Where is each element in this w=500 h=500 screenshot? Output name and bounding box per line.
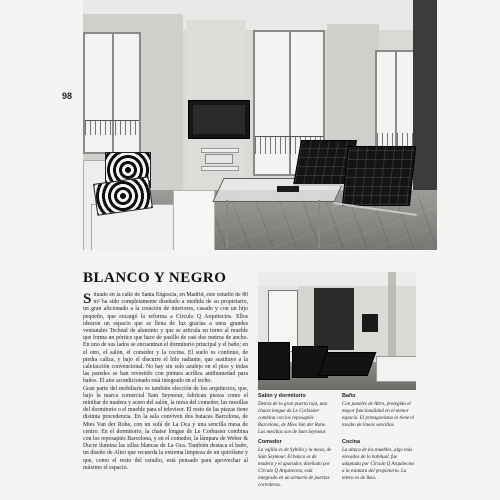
- dark-doorway: [314, 288, 354, 350]
- wall-lamp: [362, 314, 378, 332]
- white-sofa: [376, 356, 416, 382]
- white-sofa: [83, 160, 213, 250]
- barcelona-chair: [258, 342, 290, 380]
- caption-salon: [258, 394, 333, 436]
- article-title: BLANCO Y NEGRO: [83, 270, 227, 286]
- caption-heading: Salón y dormitorio: [258, 393, 306, 399]
- caption-heading: Comedor: [258, 439, 282, 445]
- paragraph: Gran parte del mobiliario es también elección de los arquitectos, que, bajo la marca comercial Sam Seymour, fabrican piezas como el minibar de madera y acero del salón, la mesa del comedor, las mesillas del dormitorio o el mueble para el televisor. El resto de las piezas tiene distinta procedencia. En la sala conviven dos butacas Barcelona, de Mies Van der Rohe, con un sofá de La Oca y una sencilla mesa de centro. En el dormitorio, la chaise longue de Le Corbusier combina con los reposapiés Barcelona, y en el comedor, la lámpara de Weber & Ducre ilumina las sillas blancas de La Oca. También destaca el baño, un diseño de Altro que recuerda la extrema limpieza de un quirófano y que, como el resto del estudio, está pensado para aprovechar al máximo el espacio.: [83, 385, 248, 471]
- living-room-photo: [83, 0, 437, 250]
- window-left: [83, 32, 141, 154]
- article-body: [83, 292, 248, 492]
- caption-bano: [342, 394, 417, 429]
- barcelona-chair-front: [342, 146, 416, 206]
- caption-text: La vajilla es de Sybilla y la mesa, de Sam Seymour. El banco es de madera y el aparador, diseñado por Círculo Q Arquitectos, está integrado en un armario de puertas correderas.: [258, 447, 332, 488]
- caption-heading: Cocina: [342, 439, 360, 445]
- table-book: [277, 186, 299, 192]
- caption-text: Detrás de la gran puerta roja, una chaise longue de Le Corbusier combina con los reposapiés Barcelona, de Mies Van der Rohe. Las mesillas son de Sam Seymour.: [258, 401, 328, 435]
- caption-text: La altura de los muebles, algo más elevados de lo habitual, fue adaptada por Círculo Q Arquitectos a la estatura del propietario. La tetera es de Ikea.: [342, 447, 415, 481]
- television: [188, 100, 250, 139]
- bedroom-photo: [258, 272, 416, 390]
- caption-text: Con paneles de Altro, protegido el mayor funcionalidad en el menor espacio. El protagonismo lo tiene el lavabo de líneas sencillas.: [342, 401, 415, 428]
- paragraph: Situado en la calle de Santa Engracia, en Madrid, este estudio de 80 m² ha sido completamente diseñado a medida de su propietario, un gran aficionado a la creación de interiores, casado y con un hijo pequeño, que encargó la reforma a Círculo Q Arquitectos. Ellos idearon un espacio que se llena de luz gracias a unos grandes ventanales Technal de aluminio y que se articula en torno al mueble que forma un pórtico que hace de pasillo de casi dos metros de ancho. En uno de sus lados se encuentran el dormitorio principal y el baño; en el otro, el salón, el comedor y la cocina. El suelo es continuo, de piedra caliza, y bajo el discurre el hilo radiante, que sustituye a la calefacción convencional. No hay sin solo azulejo en el piso y todas las paredes se han revestido con pintura acrílica antihumedad para baños. El aire acondicionado está integrado en el techo.: [83, 292, 248, 385]
- page-number: 98: [62, 91, 73, 101]
- caption-heading: Baño: [342, 393, 356, 399]
- caption-cocina: [342, 440, 417, 482]
- caption-comedor: [258, 440, 333, 489]
- drop-cap: S: [83, 292, 92, 307]
- chaise-longue: [318, 352, 377, 376]
